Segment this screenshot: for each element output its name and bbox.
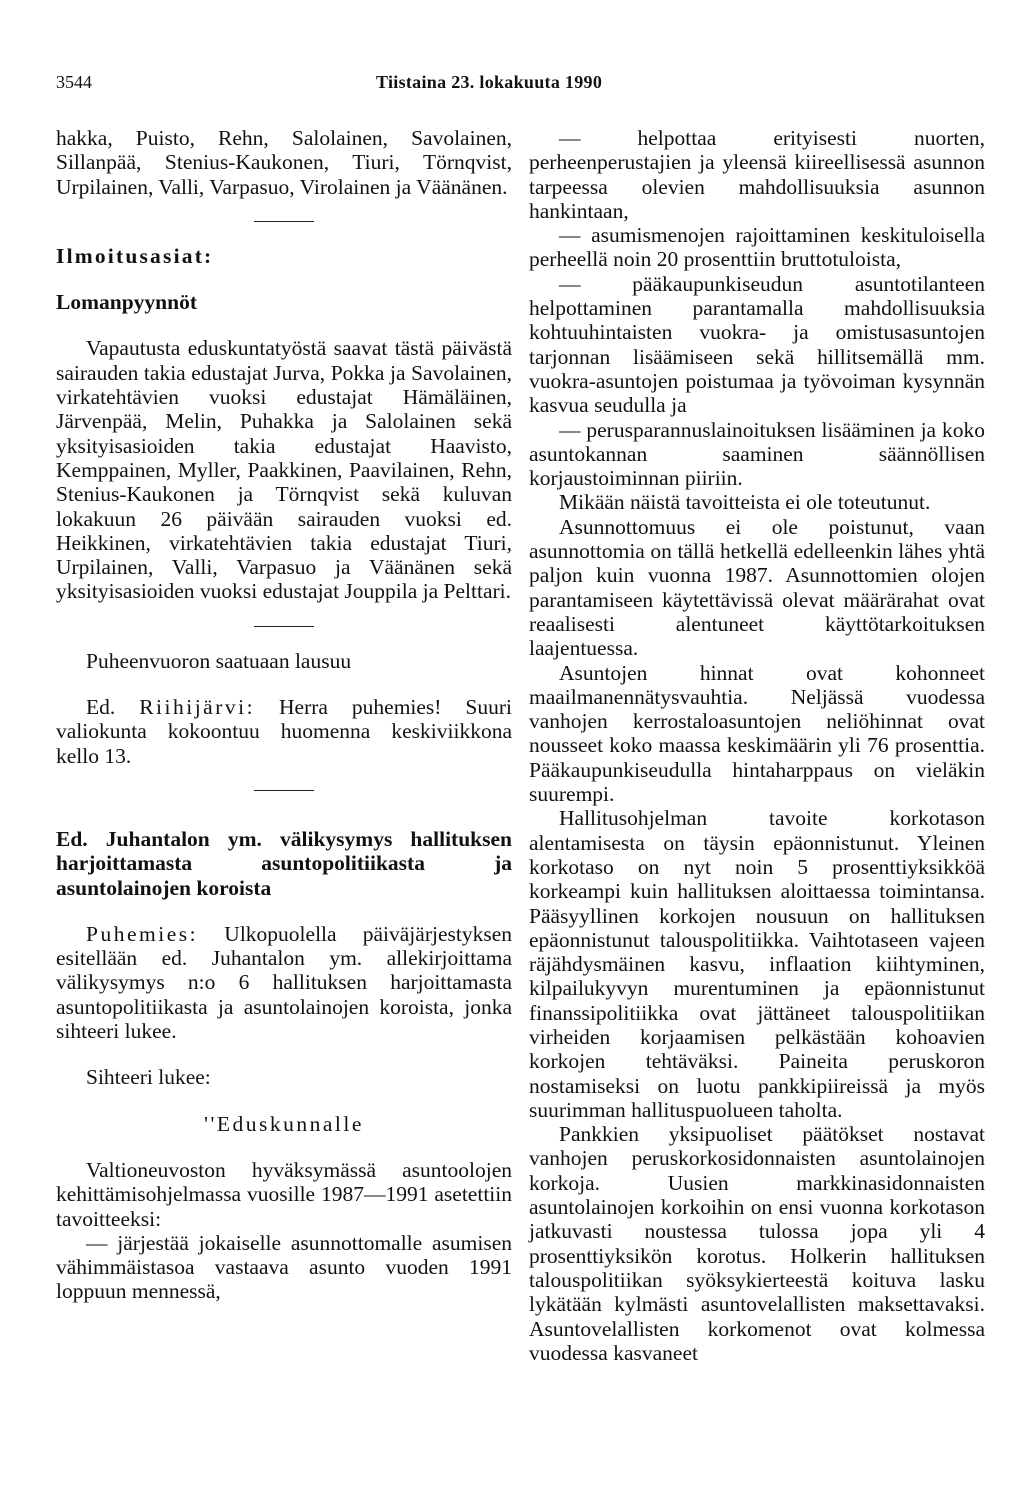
left-column <box>56 126 512 1304</box>
paragraph-riihijarvi <box>56 695 512 768</box>
goal-item-4: — pääkaupunkiseudun asuntotilanteen helpottaminen parantamalla mahdollisuuksia kohtuuhintaisten vuokra- ja omistusasuntojen tarjonnan lisäämiseen sekä hillitsemällä mm. vuokra-asuntojen poistumaa ja työvoiman kysynnän kasvua seudulla ja <box>529 271 985 418</box>
goal-item-1: — järjestää jokaiselle asunnottomalle asumisen vähimmäistasoa vastaava asunto vuoden 1991 loppuun mennessä, <box>56 1230 512 1304</box>
page-number: 3544 <box>56 72 92 92</box>
paragraph-sihteeri: Sihteeri lukee: <box>86 1065 211 1090</box>
section-heading-ilmoitusasiat: Ilmoitusasiat: <box>56 243 214 268</box>
speech-text: Ulkopuolella päiväjärjestyksen esitellään ed. Juhantalon ym. allekirjoittama välikysymys n:o 6 hallituksen harjoittamasta asuntopolitiikasta ja asuntolainojen koroista, jonka sihteeri lukee. <box>56 921 512 1044</box>
paragraph-valtioneuvosto: Valtioneuvoston hyväksymässä asuntoolojen kehittämisohjelmassa vuosille 1987—1991 asetettiin tavoitteeksi: <box>56 1157 512 1231</box>
separator-rule <box>254 221 314 222</box>
paragraph-vapautusta: Vapautusta eduskuntatyöstä saavat tästä päivästä sairauden takia edustajat Jurva, Pokka ja Savolainen, virkatehtävien vuoksi edustajat Hämäläinen, Järvenpää, Melin, Puhakka ja Salolainen sekä yksityisasioiden takia edustajat Haavisto, Kemppainen, Myller, Paakkinen, Paavilainen, Rehn, Stenius-Kaukonen ja Törnqvist sekä kuluvan lokakuun 26 päivään sairauden vuoksi ed. Heikkinen, virkatehtävien takia edustajat Tiuri, Urpilainen, Valli, Varpasuo ja Väänänen sekä yksityisasioiden vuoksi edustajat Jouppila ja Pelttari. <box>56 336 512 604</box>
speaker-name: Riihijärvi: <box>139 695 256 720</box>
page-header <box>56 72 966 98</box>
speaker-prefix: Ed. <box>86 695 116 720</box>
paragraph-puheenvuoron: Puheenvuoron saatuaan lausuu <box>86 648 352 673</box>
names-continuation: hakka, Puisto, Rehn, Salolainen, Savolainen, Sillanpää, Stenius-Kaukonen, Tiuri, Törnqvist, Urpilainen, Valli, Varpasuo, Virolainen ja Väänänen. <box>56 126 512 199</box>
subheading-lomanpyynnot: Lomanpyynnöt <box>56 290 197 315</box>
paragraph-asunnottomuus: Asunnottomuus ei ole poistunut, vaan asunnottomia on tällä hetkellä edelleenkin lähes yhtä paljon kuin vuonna 1987. Asunnottomien olojen parantamiseen käytettävissä olevat määrärahat ovat reaalisesti alentuneet käyttötarkoituksen laajentuessa. <box>529 514 985 661</box>
separator-rule <box>254 626 314 627</box>
goal-item-3: — asumismenojen rajoittaminen keskituloisella perheellä noin 20 prosenttiin bruttotuloista, <box>529 223 985 272</box>
goal-item-2: — helpottaa erityisesti nuorten, perheenperustajien ja yleensä kiireellisessä asunnon tarpeessa olevien mahdollisuuksia asunnon hankintaan, <box>529 126 985 223</box>
paragraph-puhemies <box>56 922 512 1043</box>
paragraph-korkotaso: Hallitusohjelman tavoite korkotason alentamisesta on täysin epäonnistunut. Yleinen korkotaso on nyt noin 5 prosenttiyksikköä korkeampi kuin hallituksen aloittaessa toimintansa. Pääsyyllinen korkojen nousuun on hallituksen epäonnistunut talouspolitiikka. Vaihtotaseen vajeen räjähdysmäinen kasvu, inflaation kiihtyminen, kilpailukyvyn murentuminen ja epäonnistunut finanssipolitiikka ovat jättäneet talouspolitiikan virheiden korjaamisen pelkästään kohoavien korkojen tehtäväksi. Paineita peruskoron nostamiseksi on luotu pankkipiireissä ja myös suurimman hallituspuolueen taholta. <box>529 806 985 1122</box>
paragraph-pankit: Pankkien yksipuoliset päätökset nostavat vanhojen peruskorkosidonnaisten asuntolainojen korkoja. Uusien markkinasidonnaisten asuntolainojen korkoihin on ensi vuonna korkotason jatkuvasti noustessa tulossa jopa yli 4 prosenttiyksikön korotus. Holkerin hallituksen talouspolitiikan syöksykierteestä koituva lasku lykätään kylmästi asuntovelallisten maksettavaksi. Asuntovelallisten korkomenot ovat kolmessa vuodessa kasvaneet <box>529 1122 985 1365</box>
speech-text: Herra puhemies! Suuri valiokunta kokoontuu huomenna keskiviikkona kello 13. <box>56 695 512 768</box>
right-column <box>529 126 985 1365</box>
address-eduskunnalle: ''Eduskunnalle <box>204 1111 364 1136</box>
speaker-name: Puhemies: <box>86 921 199 946</box>
goal-item-5: — perusparannuslainoituksen lisääminen ja koko asuntokannan saaminen säännöllisen korjaustoiminnan piiriin. <box>529 417 985 491</box>
paragraph-hinnat: Asuntojen hinnat ovat kohonneet maailmanennätysvauhtia. Neljässä vuodessa vanhojen kerrostaloasuntojen neliöhinnat ovat nousseet koko maassa keskimäärin yli 76 prosenttia. Pääkaupunkiseudulla hintaharppaus on vieläkin suurempi. <box>529 660 985 807</box>
paragraph-mikaan: Mikään näistä tavoitteista ei ole toteutunut. <box>559 490 931 515</box>
interpellation-title: Ed. Juhantalon ym. välikysymys hallituksen harjoittamasta asuntopolitiikasta ja asuntolainojen koroista <box>56 826 512 900</box>
header-date: Tiistaina 23. lokakuuta 1990 <box>376 72 603 92</box>
separator-rule <box>254 790 314 791</box>
